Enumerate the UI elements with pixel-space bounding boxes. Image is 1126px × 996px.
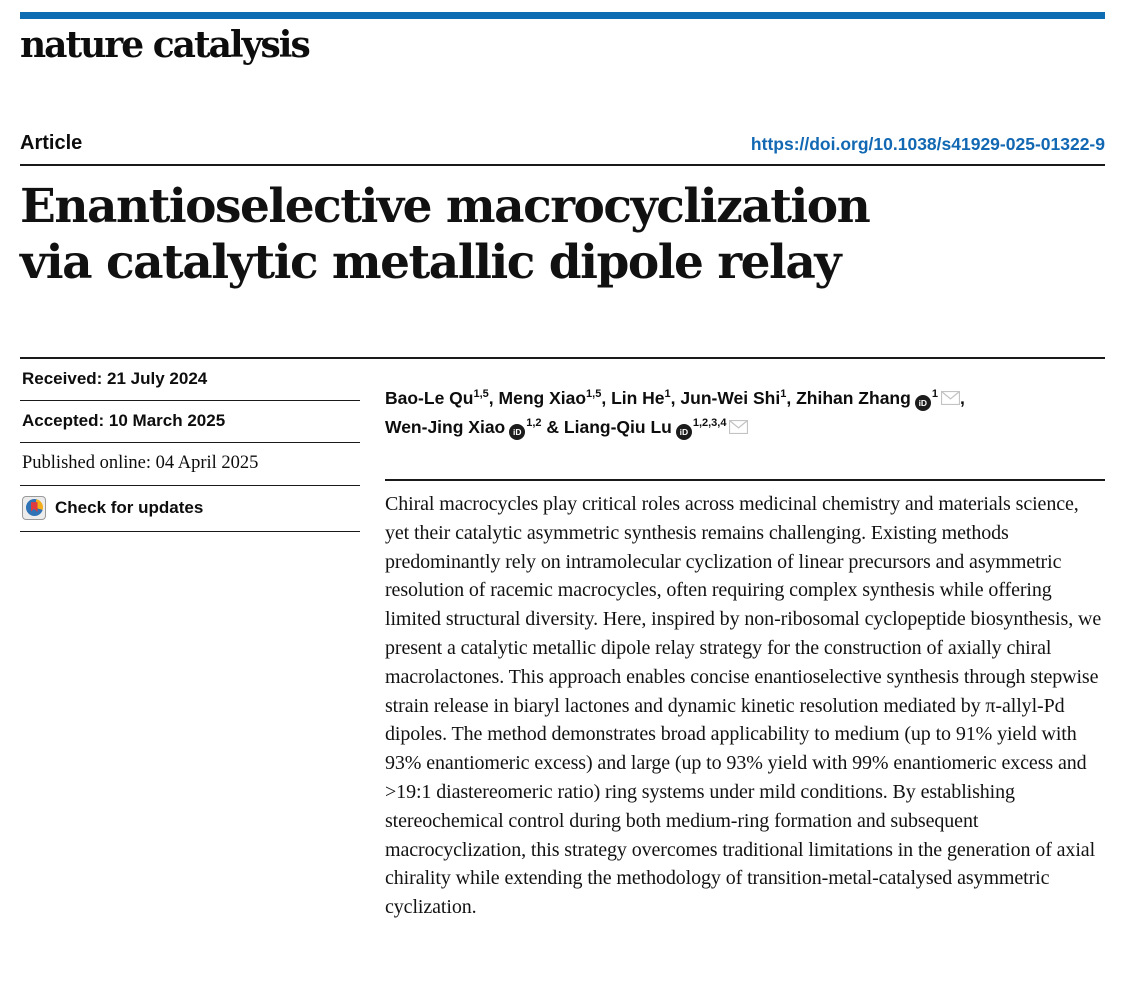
author <box>796 388 965 408</box>
paper-title-line-2: via catalytic metallic dipole relay <box>20 234 841 290</box>
author <box>499 388 612 408</box>
author-separator: & <box>541 417 564 438</box>
author-affiliations: 1 <box>780 388 787 401</box>
article-meta-columns <box>20 359 1105 922</box>
history-panel <box>20 359 360 922</box>
author-affiliations: 1,5 <box>586 388 602 401</box>
article-page <box>0 12 1126 922</box>
author-name[interactable]: Wen-Jing Xiao <box>385 417 506 438</box>
author <box>385 388 499 408</box>
author-affiliations: 1,2,3,4 <box>692 417 727 430</box>
author-affiliations: 1,5 <box>473 388 489 401</box>
author <box>564 417 749 437</box>
author <box>680 388 796 408</box>
article-header <box>20 132 1105 166</box>
check-for-updates-label: Check for updates <box>55 497 204 517</box>
journal-accent-bar <box>20 12 1105 19</box>
author-name[interactable]: Meng Xiao <box>498 388 587 409</box>
orcid-icon[interactable]: iD <box>676 424 692 440</box>
author-separator: , <box>786 388 797 409</box>
orcid-icon[interactable]: iD <box>509 424 525 440</box>
author-affiliations: 1 <box>931 388 938 401</box>
paper-title-line-1: Enantioselective macrocyclization <box>20 178 870 234</box>
authors-abstract-panel <box>385 359 1105 922</box>
author <box>611 388 680 408</box>
abstract-text: Chiral macrocycles play critical roles across medicinal chemistry and materials science, yet their catalytic asymmetric synthesis remains challenging. Existing methods predominantly rely on intramolecular cyclization of linear precursors and asymmetric resolution of racemic macrocycles, often requiring complex synthesis while offering limited structural diversity. Here, inspired by non-ribosomal cyclopeptide biosynthesis, we present a catalytic metallic dipole relay strategy for the construction of axially chiral macrolactones. This approach enables concise enantioselective synthesis through stepwise strain release in biaryl lactones and dynamic kinetic resolution mediated by π-allyl-Pd dipoles. The method demonstrates broad applicability to medium (up to 91% yield with 93% enantiomeric excess) and large (up to 93% yield with 99% enantiomeric excess and >19:1 diastereomeric ratio) ring systems under mild conditions. By establishing stereochemical control during both medium-ring formation and subsequent macrocyclization, this strategy overcomes traditional limitations in the generation of axial chirality while extending the methodology of transition-metal-catalysed asymmetric cyclization. <box>385 493 1102 919</box>
author-separator: , <box>959 388 965 409</box>
bookmark-icon <box>31 502 38 512</box>
article-type-label: Article <box>20 131 83 154</box>
email-icon[interactable] <box>729 414 748 442</box>
doi-link[interactable]: https://doi.org/10.1038/s41929-025-01322-9 <box>750 133 1105 154</box>
email-icon[interactable] <box>941 385 960 413</box>
author-list <box>385 376 1105 442</box>
journal-logo: nature catalysis <box>20 24 309 66</box>
accepted-date: Accepted: 10 March 2025 <box>20 401 360 443</box>
author-separator: , <box>488 388 499 409</box>
author-name[interactable]: Liang-Qiu Lu <box>563 417 672 438</box>
author-separator: , <box>601 388 612 409</box>
author-name[interactable]: Zhihan Zhang <box>796 388 911 409</box>
author-name[interactable]: Lin He <box>611 388 665 409</box>
orcid-icon[interactable]: iD <box>915 395 931 411</box>
author-name[interactable]: Bao-Le Qu <box>385 388 474 409</box>
author <box>385 417 564 437</box>
received-date: Received: 21 July 2024 <box>20 359 360 401</box>
paper-title <box>20 179 1105 291</box>
crossmark-icon[interactable] <box>22 496 46 520</box>
author-affiliations: 1 <box>664 388 671 401</box>
check-for-updates-badge[interactable] <box>20 486 360 532</box>
author-name[interactable]: Jun-Wei Shi <box>680 388 781 409</box>
author-separator: , <box>670 388 681 409</box>
author-affiliations: 1,2 <box>526 417 542 430</box>
published-date: Published online: 04 April 2025 <box>20 443 360 486</box>
